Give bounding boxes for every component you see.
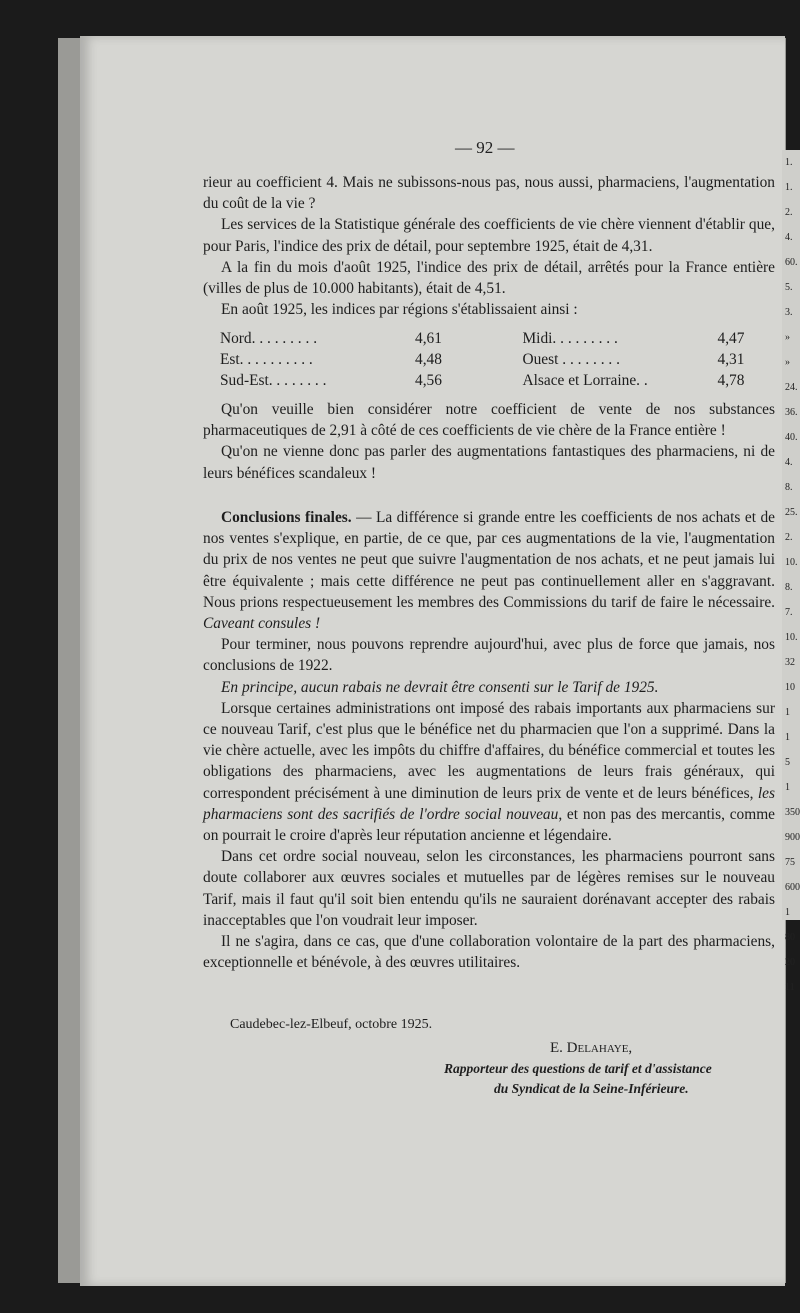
margin-fragment: 8.	[785, 582, 793, 593]
margin-fragment: 4.	[785, 457, 793, 468]
text-block-conclusions	[203, 507, 775, 973]
signature-author: E. Delahaye,	[550, 1040, 633, 1056]
margin-fragment: 1	[785, 907, 790, 918]
margin-fragment: 75	[785, 857, 795, 868]
margin-fragment: 5.	[785, 282, 793, 293]
region-name: Sud-Est. . . . . . . .	[220, 372, 327, 389]
paragraph: A la fin du mois d'août 1925, l'indice des prix de détail, arrêtés pour la France entière (villes de plus de 10.000 habitants), était de 4,51.	[203, 258, 775, 298]
adjacent-page-strip	[782, 150, 800, 993]
paragraph: Qu'on veuille bien considérer notre coefficient de vente de nos substances pharmaceutiques de 2,91 à côté de ces coefficients de vie chère de la France entière !	[203, 401, 775, 440]
conclusions-paragraph	[203, 507, 775, 634]
margin-fragment: 2.	[785, 207, 793, 218]
paragraph-italic: Caveant consules !	[203, 615, 321, 633]
margin-fragment: 60.	[785, 257, 798, 268]
region-name: Ouest . . . . . . . .	[522, 351, 620, 368]
paragraph: En août 1925, les indices par régions s'établissaient ainsi :	[221, 301, 578, 319]
paragraph-text: — La différence si grande entre les coefficients de nos achats et de nos ventes s'explique, en partie, de ce que, par ces augmentations de la vie, l'augmentation du prix de nos ventes ne peut que suivre l'augmentation de nos achats, et ne peut jamais lui être équivalente ; mais cette différence ne peut pas continuellement aller en s'aggravant. Nous prions respectueusement les membres des Commissions du tarif de faire le nécessaire.	[203, 509, 775, 611]
margin-fragment: »	[785, 357, 790, 368]
region-value: 4,61	[415, 330, 442, 347]
margin-fragment: 5	[785, 757, 790, 768]
region-value: 4,31	[717, 351, 745, 368]
margin-fragment: 600	[785, 882, 800, 893]
margin-fragment: 2.	[785, 532, 793, 543]
region-value: 4,48	[415, 351, 442, 368]
place-date: Caudebec-lez-Elbeuf, octobre 1925.	[230, 1017, 433, 1032]
margin-fragment: 36.	[785, 407, 798, 418]
signature-role-line2: du Syndicat de la Seine-Inférieure.	[494, 1081, 689, 1096]
margin-fragment: 7.	[785, 607, 793, 618]
margin-fragment: 10.	[785, 632, 798, 643]
margin-fragment: 24.	[785, 382, 798, 393]
paragraph-principle: En principe, aucun rabais ne devrait être consenti sur le Tarif de 1925.	[221, 678, 659, 696]
region-name: Alsace et Lorraine. .	[522, 372, 648, 389]
margin-fragment: 3.	[785, 307, 793, 318]
region-name: Est. . . . . . . . . .	[220, 351, 313, 368]
margin-fragment: 1	[785, 782, 790, 793]
margin-fragment: 4.	[785, 232, 793, 243]
table-row	[220, 330, 775, 351]
table-row	[220, 372, 775, 393]
margin-fragment: 1.	[785, 182, 793, 193]
page-number: — 92 —	[455, 138, 515, 157]
margin-fragment: 32	[785, 657, 795, 668]
paragraph: Dans cet ordre social nouveau, selon les circonstances, les pharmaciens pourront sans doute collaborer aux œuvres sociales et mutuelles par de légères remises sur le nouveau Tarif, mais il faut qu'il soit bien entendu qu'ils ne sauraient dorénavant accepter des rabais inacceptables que l'on voudrait leur imposer.	[203, 848, 775, 929]
table-row	[220, 351, 775, 372]
paragraph: Les services de la Statistique générale des coefficients de vie chère viennent d'établir que, pour Paris, l'indice des prix de détail, pour septembre 1925, était de 4,31.	[203, 216, 775, 255]
region-name: Nord. . . . . . . . .	[220, 330, 318, 347]
margin-fragment: 1	[785, 732, 790, 743]
margin-fragment: 1	[785, 707, 790, 718]
text-block-top	[203, 172, 775, 320]
margin-fragment: 350	[785, 807, 800, 818]
margin-fragment: 1.	[785, 157, 793, 168]
paragraph	[203, 698, 775, 846]
margin-fragment: 900	[785, 832, 800, 843]
text-block-mid	[203, 399, 775, 484]
paragraph: Il ne s'agira, dans ce cas, que d'une collaboration volontaire de la part des pharmaciens, exceptionnelle et bénévole, à des œuvres utilitaires.	[203, 933, 775, 972]
paragraph-italic: les pharmaciens sont des sacrifiés de l'ordre social nouveau	[203, 784, 775, 823]
region-name: Midi. . . . . . . . .	[522, 330, 618, 347]
signature-role-line1: Rapporteur des questions de tarif et d'assistance	[444, 1061, 712, 1076]
margin-fragment: »	[785, 332, 790, 343]
paragraph: Qu'on ne vienne donc pas parler des augmentations fantastiques des pharmaciens, ni de leurs bénéfices scandaleux !	[203, 443, 775, 482]
paragraph: Pour terminer, nous pouvons reprendre aujourd'hui, avec plus de force que jamais, nos conclusions de 1922.	[203, 636, 775, 675]
region-value: 4,47	[717, 330, 745, 347]
margin-fragment: 40.	[785, 432, 798, 443]
margin-fragment: 20	[785, 957, 795, 968]
margin-fragment: 80	[785, 932, 795, 943]
margin-fragment: 10	[785, 682, 795, 693]
region-value: 4,56	[415, 372, 442, 389]
region-value: 4,78	[717, 372, 745, 389]
paragraph: rieur au coefficient 4. Mais ne subissons-nous pas, nous aussi, pharmaciens, l'augmentation du coût de la vie ?	[203, 174, 775, 213]
margin-fragment: 10.	[785, 557, 798, 568]
paragraph-text: , et non pas des mercantis, comme on pourrait le croire d'après leur réputation ancienne et légendaire.	[203, 805, 775, 845]
margin-fragment: 25.	[785, 507, 798, 518]
paragraph-text: Lorsque certaines administrations ont imposé des rabais importants aux pharmaciens sur ce nouveau Tarif, c'est plus que le bénéfice net du pharmacien que l'on a supprimé. Dans la vie chère actuelle, avec les impôts du chiffre d'affaires, du bénéfice commercial et toutes les obligations des pharmaciens, avec les augmentations de leurs frais généraux, qui correspondent précisément à une diminution de leurs prix de vente et de leurs bénéfices,	[203, 699, 775, 802]
regions-table	[220, 330, 775, 393]
margin-fragment: 8.	[785, 482, 793, 493]
margin-fragment: 11	[785, 982, 795, 993]
section-heading: Conclusions finales.	[221, 509, 352, 526]
